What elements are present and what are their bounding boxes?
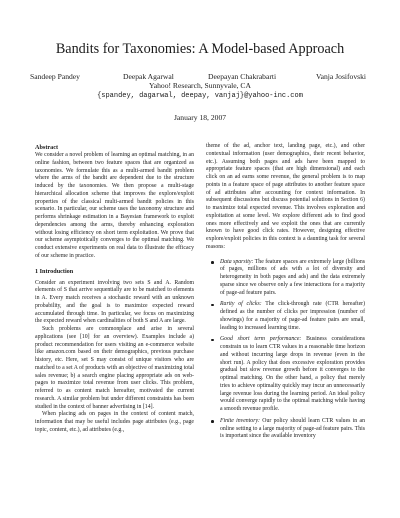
abstract-heading: Abstract	[35, 144, 59, 151]
bullet-icon	[211, 420, 214, 423]
paper-title: Bandits for Taxonomies: A Model-based Approach	[55, 41, 345, 57]
list-item-lead: Finite inventory:	[220, 417, 260, 424]
bullet-icon	[211, 339, 214, 342]
author-name: Sandeep Pandey	[30, 72, 80, 81]
author-name: Deepayan Chakrabarti	[208, 72, 277, 81]
list-item	[206, 418, 365, 441]
list-item-lead: Good short term performance:	[220, 336, 302, 343]
intro-paragraph: Consider an experiment involving two sets S and A. Random elements of S that arrive sequentially are to be matched to elements in A. Every match receives a stochastic reward with an unknown probability, and the goal is to maximize expected reward accumulated through time. In particular, we focus on maximizing the expected reward when cardinalities of both S and A are large.	[35, 279, 194, 325]
challenge-list	[206, 259, 365, 442]
list-item	[206, 336, 365, 414]
affiliation: Yahoo! Research, Sunnyvale, CA	[149, 81, 251, 90]
list-item-text: The click-through rate (CTR hereafter) defined as the number of clicks per impression (number of showings) for a majority of page-ad feature pairs are small, leading to increased learning time.	[220, 301, 366, 331]
list-item	[206, 301, 365, 332]
list-item-lead: Rarity of clicks:	[220, 301, 262, 308]
list-item-lead: Data sparsity:	[220, 258, 254, 265]
author-name: Deepak Agarwal	[123, 72, 174, 81]
body-paragraph: theme of the ad, anchor text, landing page, etc.), and other contextual information (user demographics, their recent behavior, etc.). Assuming both pages and ads have been mapped to appropriate feature spaces (that are high dimensional) and each click on an ad earns some revenue, the general problem is to map points in a feature space of page attributes to another feature space of ad attributes after accounting for context information. In subsequent discussions but discuss potential solutions in Section 6) to maximize total expected revenue. This involves exploration and exploitation at some level. We explore different ads to find good ones more effectively and we exploit the ones that are currently known to have good click rates. However, designing effective explore/exploit policies in this context is a daunting task for several reasons:	[206, 143, 365, 250]
author-name: Vanja Josifovski	[316, 72, 366, 81]
intro-paragraph: Such problems are commonplace and arise in several applications (see [10] for an overview). Examples include a) product recommendation for users visiting an e-commerce website like amazon.com based on their demographics, previous purchase history, etc. Here, set S may consist of unique visitors who are matched to a set A of products with an objective of maximizing total sales revenue; b) a search engine placing appropriate ads on web-pages to maximize total revenue from user clicks. This problem, referred to as content match hereafter, motivated the current research. A similar problem but under different constraints has been studied in the context of banner advertising in [14].	[35, 326, 194, 410]
list-item-text: Business considerations constrain us to learn CTR values in a reasonable time horizon and without incurring large drops in revenue (even in the short run). A policy that does excessive exploration provides gradual but slow revenue growth before it converges to the optimal matching. On the other hand, a policy that merely tries to achieve optimality quickly may incur an unnecessarily large revenue loss during the learning period. An ideal policy would converge rapidly to the optimal matching while having a smooth revenue profile.	[220, 336, 366, 412]
abstract-text: We consider a novel problem of learning an optimal matching, in an online fashion, between two feature spaces that are organized as taxonomies. We formulate this as a multi-armed bandit problem where the arms of the bandit are dependent due to the structure induced by the taxonomies. We then propose a multi-stage hierarchical allocation scheme that improves the explore/exploit properties of the classical multi-armed bandit policies in this scenario. In particular, our scheme uses the taxonomy structure and performs shrinkage estimation in a Bayesian framework to exploit dependencies among the arms, thereby enhancing exploration without losing efficiency on short term exploitation. We prove that our scheme asymptotically converges to the optimal matching. We conduct extensive experiments on real data to illustrate the efficacy of our scheme in practice.	[35, 152, 194, 259]
right-column	[206, 143, 365, 445]
bullet-icon	[211, 261, 214, 264]
author-emails: {spandey, dagarwal, deepay, vanjaj}@yahoo-inc.com	[97, 92, 303, 100]
section-heading-introduction: 1 Introduction	[35, 267, 74, 275]
intro-paragraph: When placing ads on pages in the context of content match, information that may be useful includes page attributes (e.g., page topic, content, etc.), ad attributes (e.g.,	[35, 411, 194, 433]
list-item-text: The feature spaces are extremely large (billions of pages, millions of ads with a lot of diversity and heterogeneity in both pages and ads) and the data extremely sparse since we observe only a few interactions for a majority of page-ad feature pairs.	[220, 258, 365, 296]
list-item	[206, 259, 365, 298]
bullet-icon	[211, 304, 214, 307]
list-item-text: Our policy should learn CTR values in an online setting to a large majority of page-ad feature pairs. This is important since the available inventory	[220, 417, 365, 440]
paper-date: January 18, 2007	[173, 113, 227, 122]
left-column	[35, 144, 194, 435]
